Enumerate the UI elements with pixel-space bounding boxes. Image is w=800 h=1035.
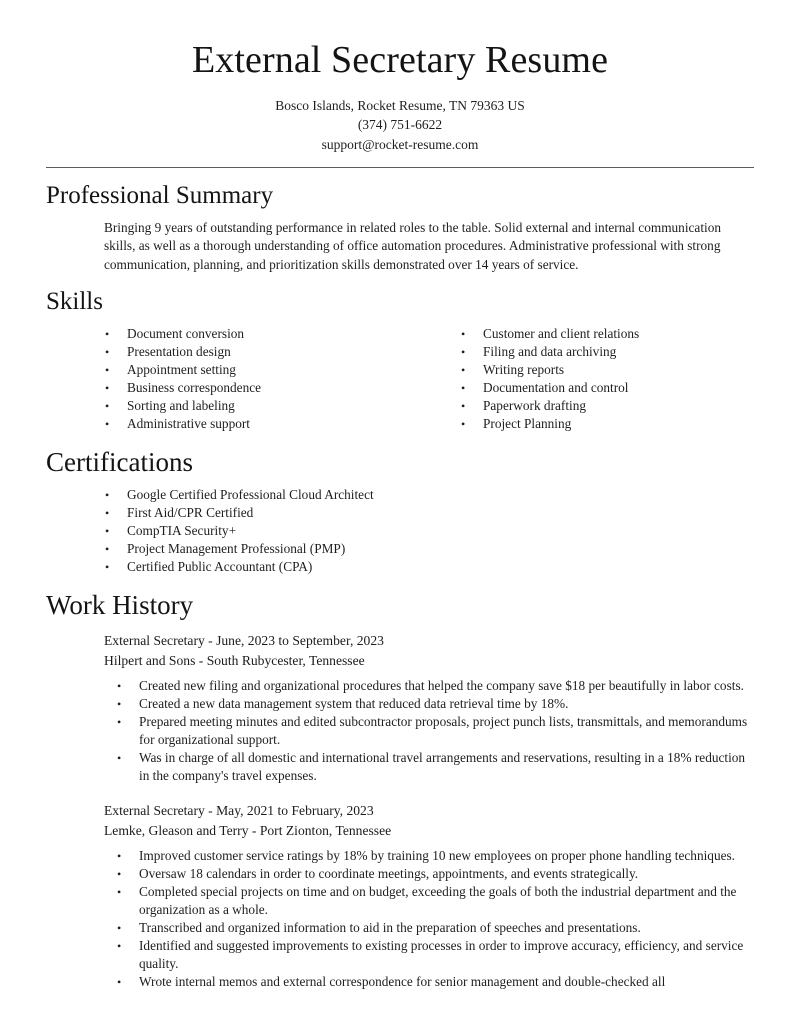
list-item: • Business correspondence — [116, 379, 400, 397]
list-item: • Document conversion — [116, 325, 400, 343]
skills-list-right — [400, 325, 754, 433]
contact-block — [46, 96, 754, 155]
list-item: • Documentation and control — [472, 379, 754, 397]
job-title-line: External Secretary - May, 2021 to February, 2023 — [104, 803, 374, 819]
work-history-list — [46, 631, 754, 991]
section-certifications — [46, 447, 754, 576]
job-bullets — [104, 677, 754, 785]
list-item: • Administrative support — [116, 415, 400, 433]
skills-column-left — [46, 325, 400, 433]
list-item: • Certified Public Accountant (CPA) — [116, 558, 754, 576]
section-work-history — [46, 590, 754, 991]
contact-email: support@rocket-resume.com — [321, 136, 479, 152]
section-heading-certifications: Certifications — [46, 447, 193, 478]
list-item: • Wrote internal memos and external correspondence for senior management and double-checked all — [128, 973, 754, 991]
job-title-line: External Secretary - June, 2023 to September, 2023 — [104, 633, 384, 649]
skills-list-left — [46, 325, 400, 433]
list-item: • Writing reports — [472, 361, 754, 379]
list-item: • Oversaw 18 calendars in order to coordinate meetings, appointments, and events strategically. — [128, 865, 754, 883]
list-item: • Paperwork drafting — [472, 397, 754, 415]
skills-column-right — [400, 325, 754, 433]
section-skills — [46, 288, 754, 433]
section-heading-summary: Professional Summary — [46, 182, 274, 210]
list-item: • Project Management Professional (PMP) — [116, 540, 754, 558]
list-item: • First Aid/CPR Certified — [116, 504, 754, 522]
list-item: • Presentation design — [116, 343, 400, 361]
job-company-line: Lemke, Gleason and Terry - Port Zionton, Tennessee — [104, 822, 392, 838]
section-heading-work-history: Work History — [46, 590, 194, 621]
list-item: • Appointment setting — [116, 361, 400, 379]
list-item: • Prepared meeting minutes and edited subcontractor proposals, project punch lists, transmittals, and memorandums for organizational support. — [128, 713, 754, 749]
contact-address: Bosco Islands, Rocket Resume, TN 79363 US — [275, 97, 525, 113]
contact-phone: (374) 751-6622 — [357, 117, 443, 133]
job-company-line: Hilpert and Sons - South Rubycester, Tennessee — [104, 652, 365, 668]
list-item: • Improved customer service ratings by 18% by training 10 new employees on proper phone handling techniques. — [128, 847, 754, 865]
job-entry — [104, 631, 754, 785]
list-item: • Created new filing and organizational procedures that helped the company save $18 per beautifully in labor costs. — [128, 677, 754, 695]
summary-body — [46, 219, 754, 274]
summary-text: Bringing 9 years of outstanding performance in related roles to the table. Solid external and internal communication skills, as well as a thorough understanding of office automation procedures. Administrative professional with strong communication, planning, and prioritization skills demonstrated over 14 years of service. — [104, 220, 722, 272]
job-entry — [104, 801, 754, 991]
list-item: • Sorting and labeling — [116, 397, 400, 415]
list-item: • CompTIA Security+ — [116, 522, 754, 540]
header-divider — [46, 167, 754, 168]
job-bullets — [104, 847, 754, 991]
certifications-list — [46, 486, 754, 576]
list-item: • Customer and client relations — [472, 325, 754, 343]
skills-columns — [46, 325, 754, 433]
list-item: • Was in charge of all domestic and international travel arrangements and reservations, resulting in a 18% reduction in the company's travel expenses. — [128, 749, 754, 785]
list-item: • Transcribed and organized information to aid in the preparation of speeches and presentations. — [128, 919, 754, 937]
list-item: • Filing and data archiving — [472, 343, 754, 361]
section-professional-summary — [46, 182, 754, 274]
page-title: External Secretary Resume — [191, 39, 609, 81]
list-item: • Created a new data management system that reduced data retrieval time by 18%. — [128, 695, 754, 713]
list-item: • Project Planning — [472, 415, 754, 433]
list-item: • Identified and suggested improvements to existing processes in order to improve accuracy, efficiency, and service quality. — [128, 937, 754, 973]
list-item: • Google Certified Professional Cloud Architect — [116, 486, 754, 504]
section-heading-skills: Skills — [46, 288, 103, 316]
list-item: • Completed special projects on time and on budget, exceeding the goals of both the industrial department and the organization as a whole. — [128, 883, 754, 919]
